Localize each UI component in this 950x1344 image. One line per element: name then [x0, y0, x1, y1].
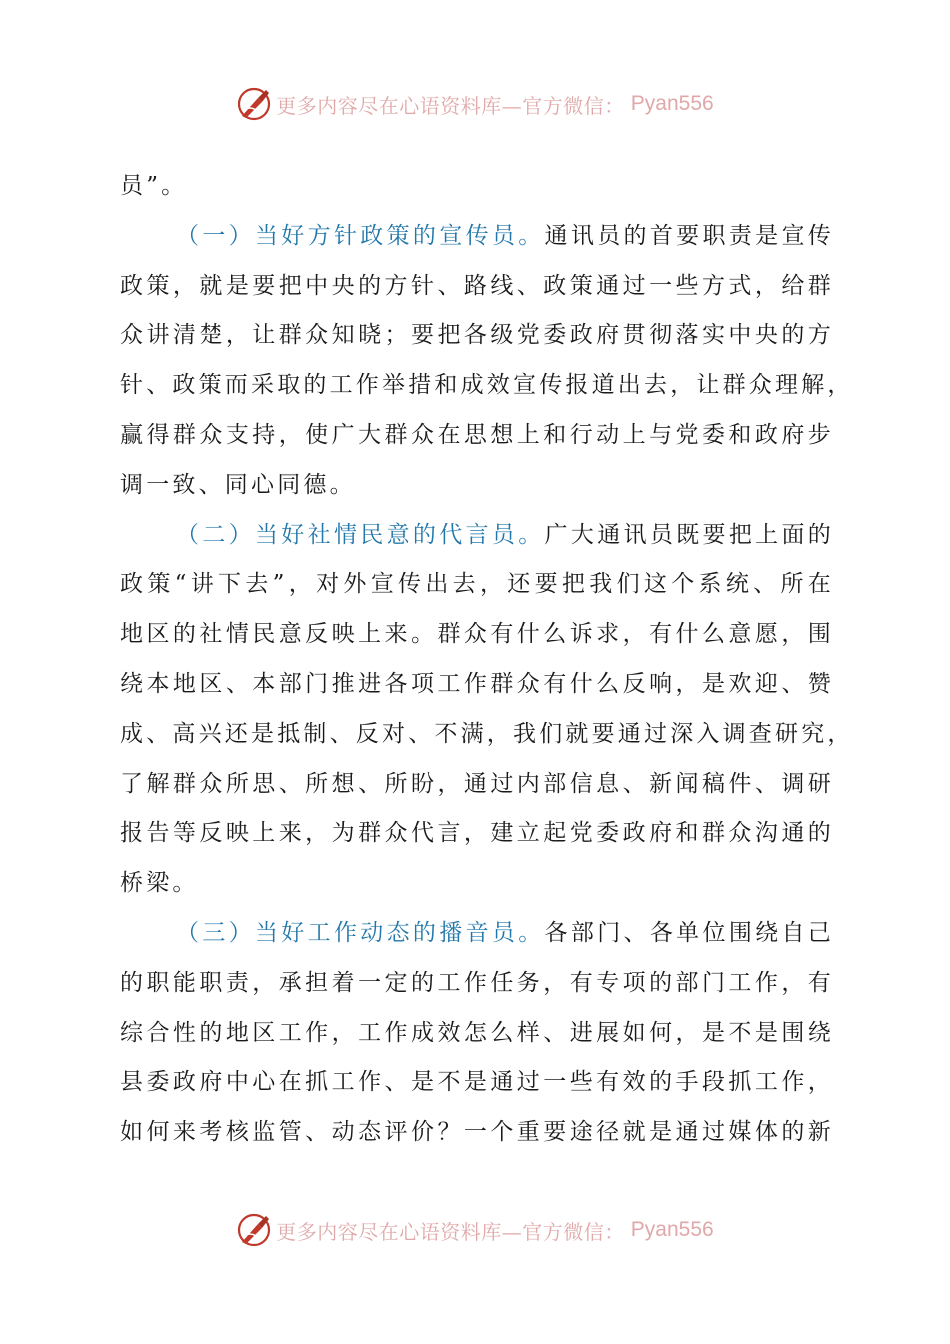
footer-watermark — [0, 1210, 950, 1250]
text-line: 地区的社情民意反映上来。群众有什么诉求，有什么意愿，围 — [120, 621, 834, 648]
text-line: 众讲清楚，让群众知晓；要把各级党委政府贯彻落实中央的方 — [120, 322, 834, 349]
watermark-text: 更多内容尽在心语资料库—官方微信： — [276, 93, 625, 118]
pen-logo-icon — [236, 86, 272, 122]
text-line: 绕本地区、本部门推进各项工作群众有什么反响，是欢迎、赞 — [120, 670, 834, 697]
text-line: 调一致、同心同德。 — [120, 471, 356, 498]
header-watermark — [0, 84, 950, 124]
text-line: 员”。 — [120, 173, 188, 199]
section-3-first-line: （三）当好工作动态的播音员。各部门、各单位围绕自己 — [176, 919, 834, 946]
document-body — [120, 162, 854, 1158]
text-line: 桥梁。 — [120, 870, 199, 897]
pen-logo-icon — [236, 1212, 272, 1248]
watermark-text: 更多内容尽在心语资料库—官方微信： — [276, 1219, 625, 1244]
section-heading-3: （三）当好工作动态的播音员。 — [176, 919, 545, 946]
text-line: 赢得群众支持，使广大群众在思想上和行动上与党委和政府步 — [120, 421, 834, 448]
text-line: 报告等反映上来，为群众代言，建立起党委政府和群众沟通的 — [120, 820, 834, 847]
text-line: 政策“讲下去”，对外宣传出去，还要把我们这个系统、所在 — [120, 571, 834, 598]
text-line: 了解群众所思、所想、所盼，通过内部信息、新闻稿件、调研 — [120, 770, 834, 797]
section-2-first-line: （二）当好社情民意的代言员。广大通讯员既要把上面的 — [176, 521, 834, 548]
section-heading-2: （二）当好社情民意的代言员。 — [176, 521, 545, 548]
text-line: 如何来考核监管、动态评价？一个重要途径就是通过媒体的新 — [120, 1119, 834, 1146]
text-line: 政策，就是要把中央的方针、路线、政策通过一些方式，给群 — [120, 272, 834, 299]
watermark-id: Pyan556 — [630, 92, 714, 115]
section-1-first-line: （一）当好方针政策的宣传员。通讯员的首要职责是宣传 — [176, 222, 834, 249]
text-line: 成、高兴还是抵制、反对、不满，我们就要通过深入调查研究， — [120, 720, 854, 747]
text-line: 县委政府中心在抓工作、是不是通过一些有效的手段抓工作， — [120, 1069, 834, 1096]
watermark-id: Pyan556 — [630, 1218, 714, 1241]
section-heading-1: （一）当好方针政策的宣传员。 — [176, 222, 545, 249]
text-line: 的职能职责，承担着一定的工作任务，有专项的部门工作，有 — [120, 969, 834, 996]
text-line: 针、政策而采取的工作举措和成效宣传报道出去，让群众理解， — [120, 372, 854, 399]
text-line: 综合性的地区工作，工作成效怎么样、进展如何，是不是围绕 — [120, 1019, 834, 1046]
